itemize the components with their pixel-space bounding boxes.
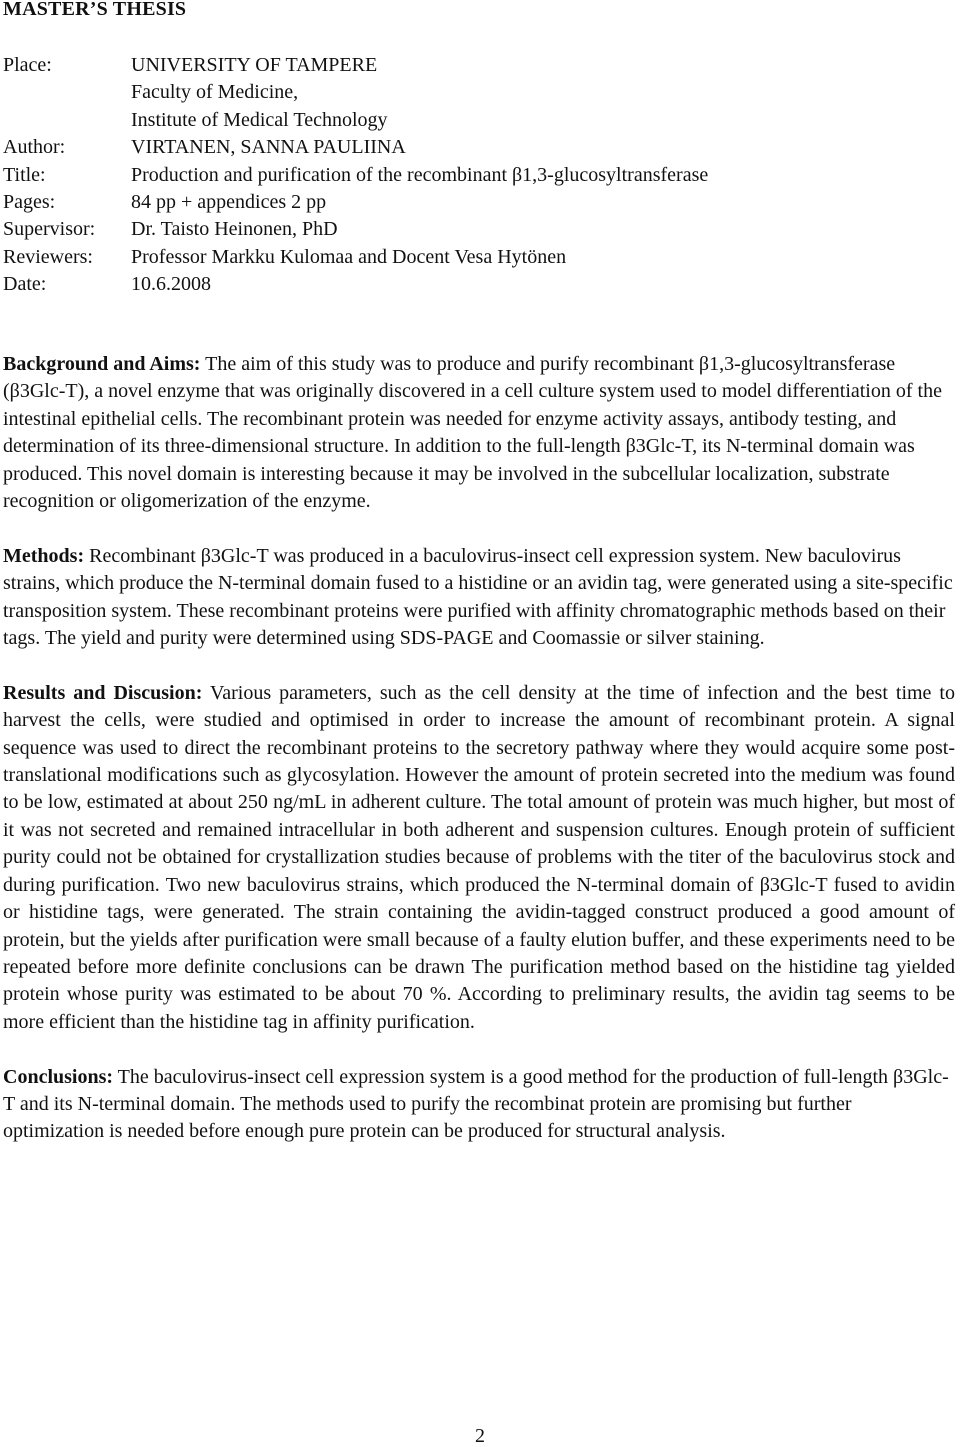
place-faculty: Faculty of Medicine, bbox=[131, 81, 299, 104]
place-university: UNIVERSITY OF TAMPERE bbox=[131, 54, 378, 76]
meta-value-title: Production and purification of the recombinant β1,3-glucosyltransferase bbox=[131, 163, 709, 186]
thesis-metadata bbox=[3, 52, 943, 299]
background-paragraph bbox=[3, 351, 955, 515]
meta-row-title bbox=[3, 162, 943, 189]
meta-label-author: Author: bbox=[3, 136, 66, 159]
meta-row-author bbox=[3, 134, 943, 161]
meta-label-date: Date: bbox=[3, 273, 47, 296]
meta-value-reviewers: Professor Markku Kulomaa and Docent Vesa Hytönen bbox=[131, 245, 567, 268]
meta-row-reviewers bbox=[3, 244, 943, 271]
meta-label-reviewers: Reviewers: bbox=[3, 245, 93, 268]
conclusions-paragraph bbox=[3, 1064, 955, 1146]
meta-row-supervisor bbox=[3, 216, 943, 243]
meta-value-place bbox=[131, 52, 943, 134]
page-number: 2 bbox=[475, 1425, 485, 1447]
meta-row-date bbox=[3, 271, 943, 298]
methods-heading: Methods: bbox=[3, 544, 85, 567]
place-institute: Institute of Medical Technology bbox=[131, 108, 388, 131]
abstract-body bbox=[3, 351, 955, 1173]
methods-paragraph bbox=[3, 543, 955, 653]
results-heading: Results and Discusion: bbox=[3, 681, 203, 704]
meta-label-supervisor: Supervisor: bbox=[3, 218, 96, 241]
meta-row-pages bbox=[3, 189, 943, 216]
meta-value-supervisor: Dr. Taisto Heinonen, PhD bbox=[131, 218, 338, 241]
methods-text: Recombinant β3Glc-T was produced in a baculovirus-insect cell expression system. New baculovirus strains, which produce the N-terminal domain fused to a histidine or an avidin tag, were generated using a site-specific transposition system. These recombinant proteins were purified with affinity chromatographic methods based on their tags. The yield and purity were determined using SDS-PAGE and Coomassie or silver staining. bbox=[3, 544, 953, 650]
conclusions-text: The baculovirus-insect cell expression system is a good method for the production of full-length β3Glc-T and its N-terminal domain. The methods used to purify the recombinat protein are promising but further optimization is needed before enough pure protein can be produced for structural analysis. bbox=[3, 1065, 949, 1143]
meta-label-pages: Pages: bbox=[3, 191, 56, 214]
background-text: The aim of this study was to produce and purify recombinant β1,3-glucosyltransferase (β3Glc-T), a novel enzyme that was originally discovered in a cell culture system used to model differentiation of the intestinal epithelial cells. The recombinant protein was needed for enzyme activity assays, antibody testing, and determination of its three-dimensional structure. In addition to the full-length β3Glc-T, its N-terminal domain was produced. This novel domain is interesting because it may be involved in the subcellular localization, substrate recognition or oligomerization of the enzyme. bbox=[3, 353, 942, 513]
meta-label-place: Place: bbox=[3, 54, 52, 76]
meta-value-pages: 84 pp + appendices 2 pp bbox=[131, 191, 327, 214]
meta-row-place bbox=[3, 52, 943, 134]
conclusions-heading: Conclusions: bbox=[3, 1065, 114, 1088]
meta-value-author: VIRTANEN, SANNA PAULIINA bbox=[131, 136, 406, 159]
meta-value-date: 10.6.2008 bbox=[131, 273, 211, 296]
background-heading: Background and Aims: bbox=[3, 353, 201, 375]
meta-label-title: Title: bbox=[3, 163, 46, 186]
results-text: Various parameters, such as the cell density at the time of infection and the best time to harvest the cells, were studied and optimised in order to increase the amount of recombinant protein. A signal sequence was used to direct the recombinant proteins to the secretory pathway where they would acquire some post-translational modifications such as glycosylation. However the amount of protein secreted into the medium was found to be low, estimated at about 250 ng/mL in adherent culture. The total amount of protein was much higher, but most of it was not secreted and remained intracellular in both adherent and suspension cultures. Enough protein of sufficient purity could not be obtained for crystallization studies because of problems with the titer of the baculovirus stock and during purification. Two new baculovirus strains, which produced the N-terminal domain of β3Glc-T fused to avidin or histidine tags, were generated. The strain containing the avidin-tagged construct produced a good amount of protein, but the yields after purification were small because of a faulty elution buffer, and these experiments need to be repeated before more definite conclusions can be drawn The purification method based on the histidine tag yielded protein whose purity was estimated to be about 70 %. According to preliminary results, the avidin tag seems to be more efficient than the histidine tag in affinity purification. bbox=[3, 681, 955, 1033]
results-paragraph bbox=[3, 680, 955, 1036]
document-heading: MASTER’S THESIS bbox=[3, 0, 187, 20]
